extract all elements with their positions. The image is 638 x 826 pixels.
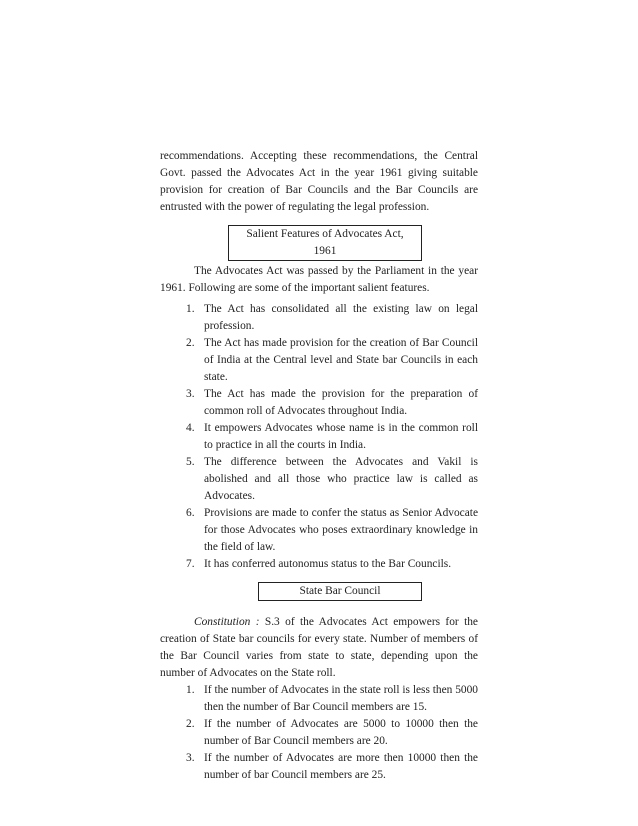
list-item-text: The difference between the Advocates and Vakil is abolished and all those who practice law is called as Advocates. (204, 456, 478, 502)
list-item-number: 3. (186, 388, 195, 400)
list-item-text: If the number of Advocates are more then 10000 then the number of bar Council members are 25. (204, 752, 478, 781)
list-item-number: 2. (186, 718, 195, 730)
list-item-number: 2. (186, 337, 195, 349)
list-item (160, 386, 478, 420)
list-item-number: 7. (186, 558, 195, 570)
list-item-text: If the number of Advocates are 5000 to 10000 then the number of Bar Council members are 20. (204, 718, 478, 747)
salient-features-paragraph: The Advocates Act was passed by the Parliament in the year 1961. Following are some of the important salient features. (160, 265, 478, 294)
list-item-number: 1. (186, 303, 195, 315)
constitution-paragraph (160, 614, 478, 682)
list-item (160, 556, 478, 573)
list-item (160, 682, 478, 716)
list-item (160, 716, 478, 750)
list-item-number: 5. (186, 456, 195, 468)
list-item (160, 505, 478, 556)
list-item-text: If the number of Advocates in the state roll is less then 5000 then the number of Bar Council members are 15. (204, 684, 478, 713)
section-heading-salient-features: Salient Features of Advocates Act, 1961 (228, 225, 422, 261)
bar-council-members-list (160, 682, 478, 784)
list-item (160, 301, 478, 335)
list-item-text: Provisions are made to confer the status as Senior Advocate for those Advocates who poses extraordinary knowledge in the field of law. (204, 507, 478, 553)
list-item-number: 1. (186, 684, 195, 696)
section-heading-box-state-bar (160, 573, 478, 614)
intro-paragraph: recommendations. Accepting these recommendations, the Central Govt. passed the Advocates Act in the year 1961 giving suitable provision for creation of Bar Councils and the Bar Councils are entrusted with the power of regulating the legal profession. (160, 150, 478, 213)
constitution-label: Constitution : (194, 616, 260, 628)
section-heading-state-bar-council: State Bar Council (258, 582, 422, 601)
list-item-text: It has conferred autonomus status to the Bar Councils. (204, 558, 452, 570)
list-item (160, 750, 478, 784)
list-item-number: 4. (186, 422, 195, 434)
list-item (160, 454, 478, 505)
salient-features-list (160, 301, 478, 573)
list-item-text: The Act has consolidated all the existing law on legal profession. (204, 303, 478, 332)
list-item-number: 3. (186, 752, 195, 764)
list-item-text: It empowers Advocates whose name is in the common roll to practice in all the courts in India. (204, 422, 478, 451)
section-heading-box-salient (160, 216, 478, 263)
list-item (160, 420, 478, 454)
list-item-text: The Act has made the provision for the preparation of common roll of Advocates throughout India. (204, 388, 478, 417)
list-item-text: The Act has made provision for the creation of Bar Council of India at the Central level and State bar Councils in each state. (204, 337, 478, 383)
document-page (160, 148, 478, 784)
list-item (160, 335, 478, 386)
constitution-text: S.3 of the Advocates Act empowers for the creation of State bar councils for every state. Number of members of the Bar Council varies from state to state, depending upon the number of Advocates on the State roll. (160, 616, 478, 679)
list-item-number: 6. (186, 507, 195, 519)
